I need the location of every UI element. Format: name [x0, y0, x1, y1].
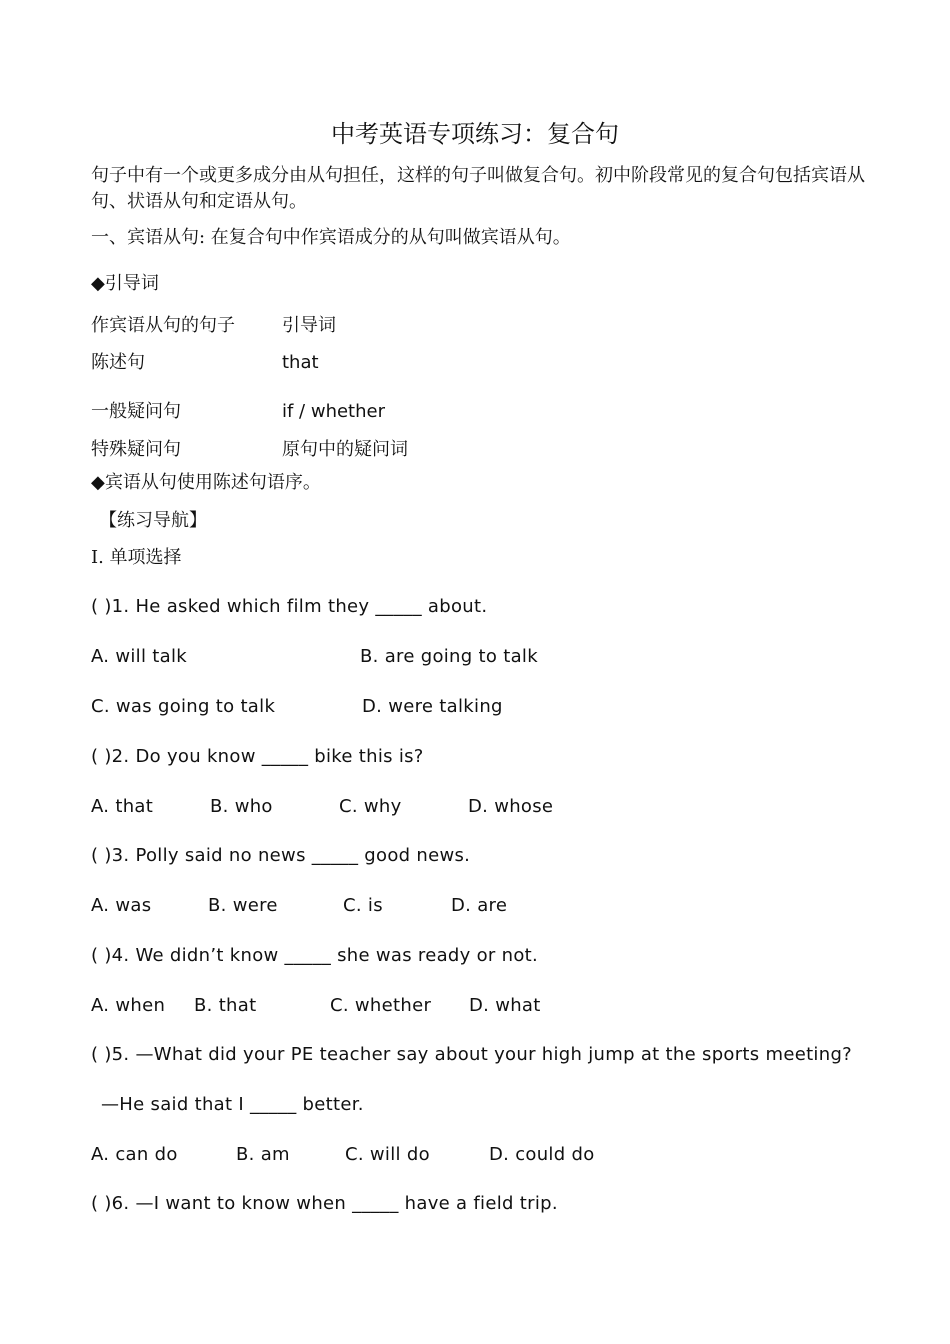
option: B. that — [194, 995, 257, 1016]
table-row-value: 原句中的疑问词 — [282, 439, 408, 460]
question-stem: ( )2. Do you know _____ bike this is? — [91, 746, 424, 767]
question-stem: ( )6. —I want to know when _____ have a field trip. — [91, 1193, 558, 1214]
table-header-sentence: 作宾语从句的句子 — [91, 315, 235, 336]
section-heading-object-clause: 一、宾语从句: 在复合句中作宾语成分的从句叫做宾语从句。 — [91, 227, 571, 248]
part-heading-multiple-choice: Ⅰ. 单项选择 — [91, 547, 182, 568]
option: A. can do — [91, 1144, 178, 1165]
option: C. why — [339, 796, 402, 817]
option: D. could do — [489, 1144, 595, 1165]
option: A. that — [91, 796, 154, 817]
option: B. were — [208, 895, 278, 916]
option: A. was — [91, 895, 152, 916]
question-stem-reply: —He said that I _____ better. — [101, 1094, 364, 1115]
option: C. whether — [330, 995, 432, 1016]
option: D. are — [451, 895, 508, 916]
table-header-introducer: 引导词 — [282, 315, 336, 336]
option: B. am — [236, 1144, 290, 1165]
option: C. was going to talk — [91, 696, 276, 717]
option: C. will do — [345, 1144, 430, 1165]
option: B. who — [210, 796, 273, 817]
option: D. what — [469, 995, 541, 1016]
option: B. are going to talk — [360, 646, 538, 667]
table-row-label: 特殊疑问句 — [91, 439, 181, 460]
option: D. whose — [468, 796, 554, 817]
page-title: 中考英语专项练习：复合句 — [331, 120, 619, 148]
intro-paragraph: 句子中有一个或更多成分由从句担任，这样的句子叫做复合句。初中阶段常见的复合句包括宾语从句、状语从句和定语从句。 — [91, 165, 865, 212]
option: A. will talk — [91, 646, 187, 667]
option: D. were talking — [362, 696, 503, 717]
bullet-introducers: ◆引导词 — [91, 273, 159, 294]
table-row-label: 陈述句 — [91, 352, 145, 373]
table-row-value: that — [282, 352, 319, 373]
question-stem: ( )3. Polly said no news _____ good news. — [91, 845, 471, 866]
practice-nav-heading: 【练习导航】 — [99, 510, 207, 531]
option: C. is — [343, 895, 383, 916]
question-stem: ( )5. —What did your PE teacher say about your high jump at the sports meeting? — [91, 1044, 853, 1065]
bullet-word-order: ◆宾语从句使用陈述句语序。 — [91, 472, 321, 493]
question-stem: ( )1. He asked which film they _____ about. — [91, 596, 488, 617]
table-row-label: 一般疑问句 — [91, 401, 181, 422]
table-row-value: if / whether — [282, 401, 385, 422]
question-stem: ( )4. We didn’t know _____ she was ready or not. — [91, 945, 539, 966]
option: A. when — [91, 995, 166, 1016]
